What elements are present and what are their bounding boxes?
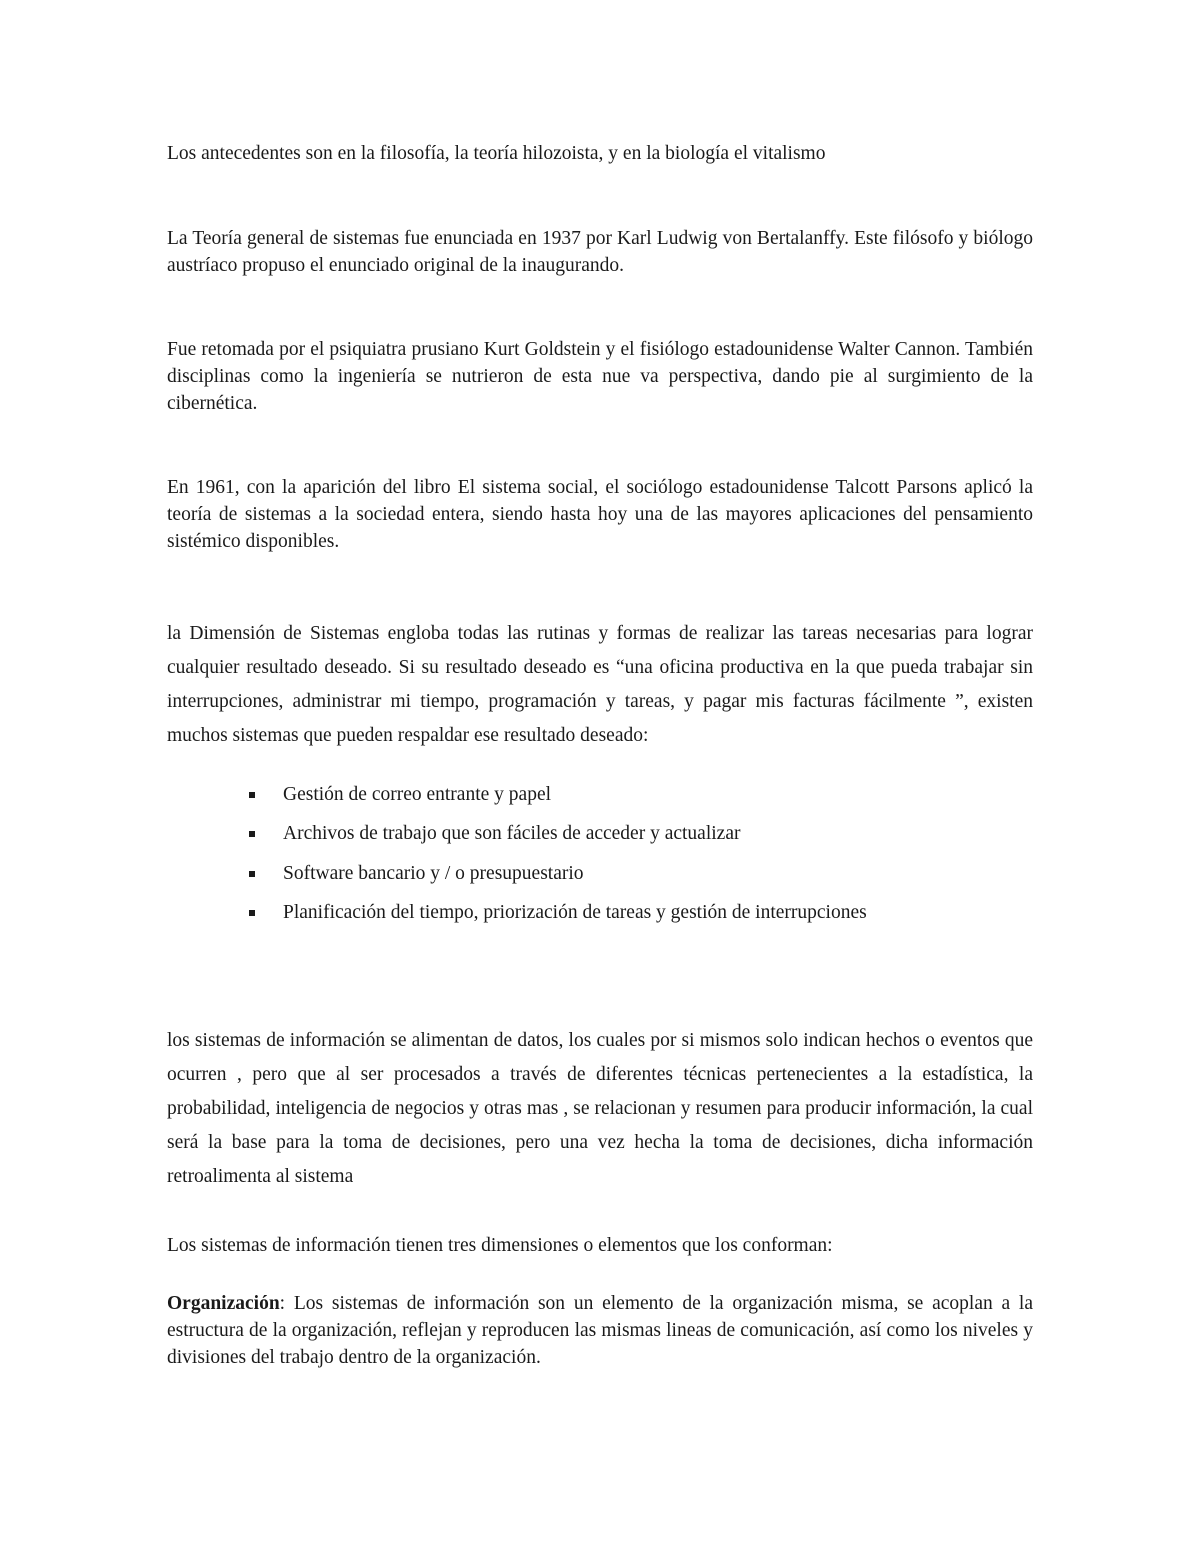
list-item (246, 819, 1006, 858)
list-item-text: Planificación del tiempo, priorización de tareas y gestión de interrupciones (283, 901, 867, 923)
square-bullet-icon (249, 910, 255, 916)
organizacion-definition: : Los sistemas de información son un elemento de la organización misma, se acoplan a la estructura de la organización, reflejan y reproducen las mismas lineas de comunicación, así como los niveles y divisiones del trabajo dentro de la organización. (167, 1293, 1033, 1368)
paragraph-parsons: En 1961, con la aparición del libro El sistema social, el sociólogo estadounidense Talcott Parsons aplicó la teoría de sistemas a la sociedad entera, siendo hasta hoy una de las mayores aplicaciones del pensamiento sistémico disponibles. (167, 477, 1033, 552)
paragraph-teoria-general: La Teoría general de sistemas fue enunciada en 1937 por Karl Ludwig von Bertalanffy. Este filósofo y biólogo austríaco propuso el enunciado original de la inaugurando. (167, 228, 1033, 276)
paragraph-tres-dimensiones: Los sistemas de información tienen tres dimensiones o elementos que los conforman: (167, 1235, 833, 1256)
organizacion-term: Organización (167, 1293, 280, 1314)
list-item (246, 898, 1006, 937)
paragraph-antecedentes: Los antecedentes son en la filosofía, la teoría hilozoista, y en la biología el vitalismo (167, 143, 826, 164)
list-item (246, 780, 1006, 819)
square-bullet-icon (249, 831, 255, 837)
list-item-text: Archivos de trabajo que son fáciles de acceder y actualizar (283, 823, 741, 845)
paragraph-sistemas-informacion: los sistemas de información se alimentan de datos, los cuales por si mismos solo indican hechos o eventos que ocurren , pero que al ser procesados a través de diferentes técnicas pertenecientes a la estadística, la probabilidad, inteligencia de negocios y otras mas , se relacionan y resumen para producir información, la cual será la base para la toma de decisiones, pero una vez hecha la toma de decisiones, dicha información retroalimenta al sistema (167, 1030, 1033, 1187)
list-item-text: Software bancario y / o presupuestario (283, 862, 584, 884)
paragraph-goldstein-cannon: Fue retomada por el psiquiatra prusiano Kurt Goldstein y el fisiólogo estadounidense Walter Cannon. También disciplinas como la ingeniería se nutrieron de esta nue va perspectiva, dando pie al surgimiento de la cibernética. (167, 339, 1033, 414)
paragraph-organizacion (167, 1290, 1033, 1371)
paragraph-dimension-sistemas: la Dimensión de Sistemas engloba todas las rutinas y formas de realizar las tareas necesarias para lograr cualquier resultado deseado. Si su resultado deseado es “una oficina productiva en la que pueda trabajar sin interrupciones, administrar mi tiempo, programación y tareas, y pagar mis facturas fácilmente ”, existen muchos sistemas que pueden respaldar ese resultado deseado: (167, 623, 1033, 746)
list-item-text: Gestión de correo entrante y papel (283, 784, 552, 805)
systems-bullet-list (246, 780, 1006, 937)
square-bullet-icon (249, 792, 255, 798)
list-item (246, 859, 1006, 898)
square-bullet-icon (249, 871, 255, 877)
